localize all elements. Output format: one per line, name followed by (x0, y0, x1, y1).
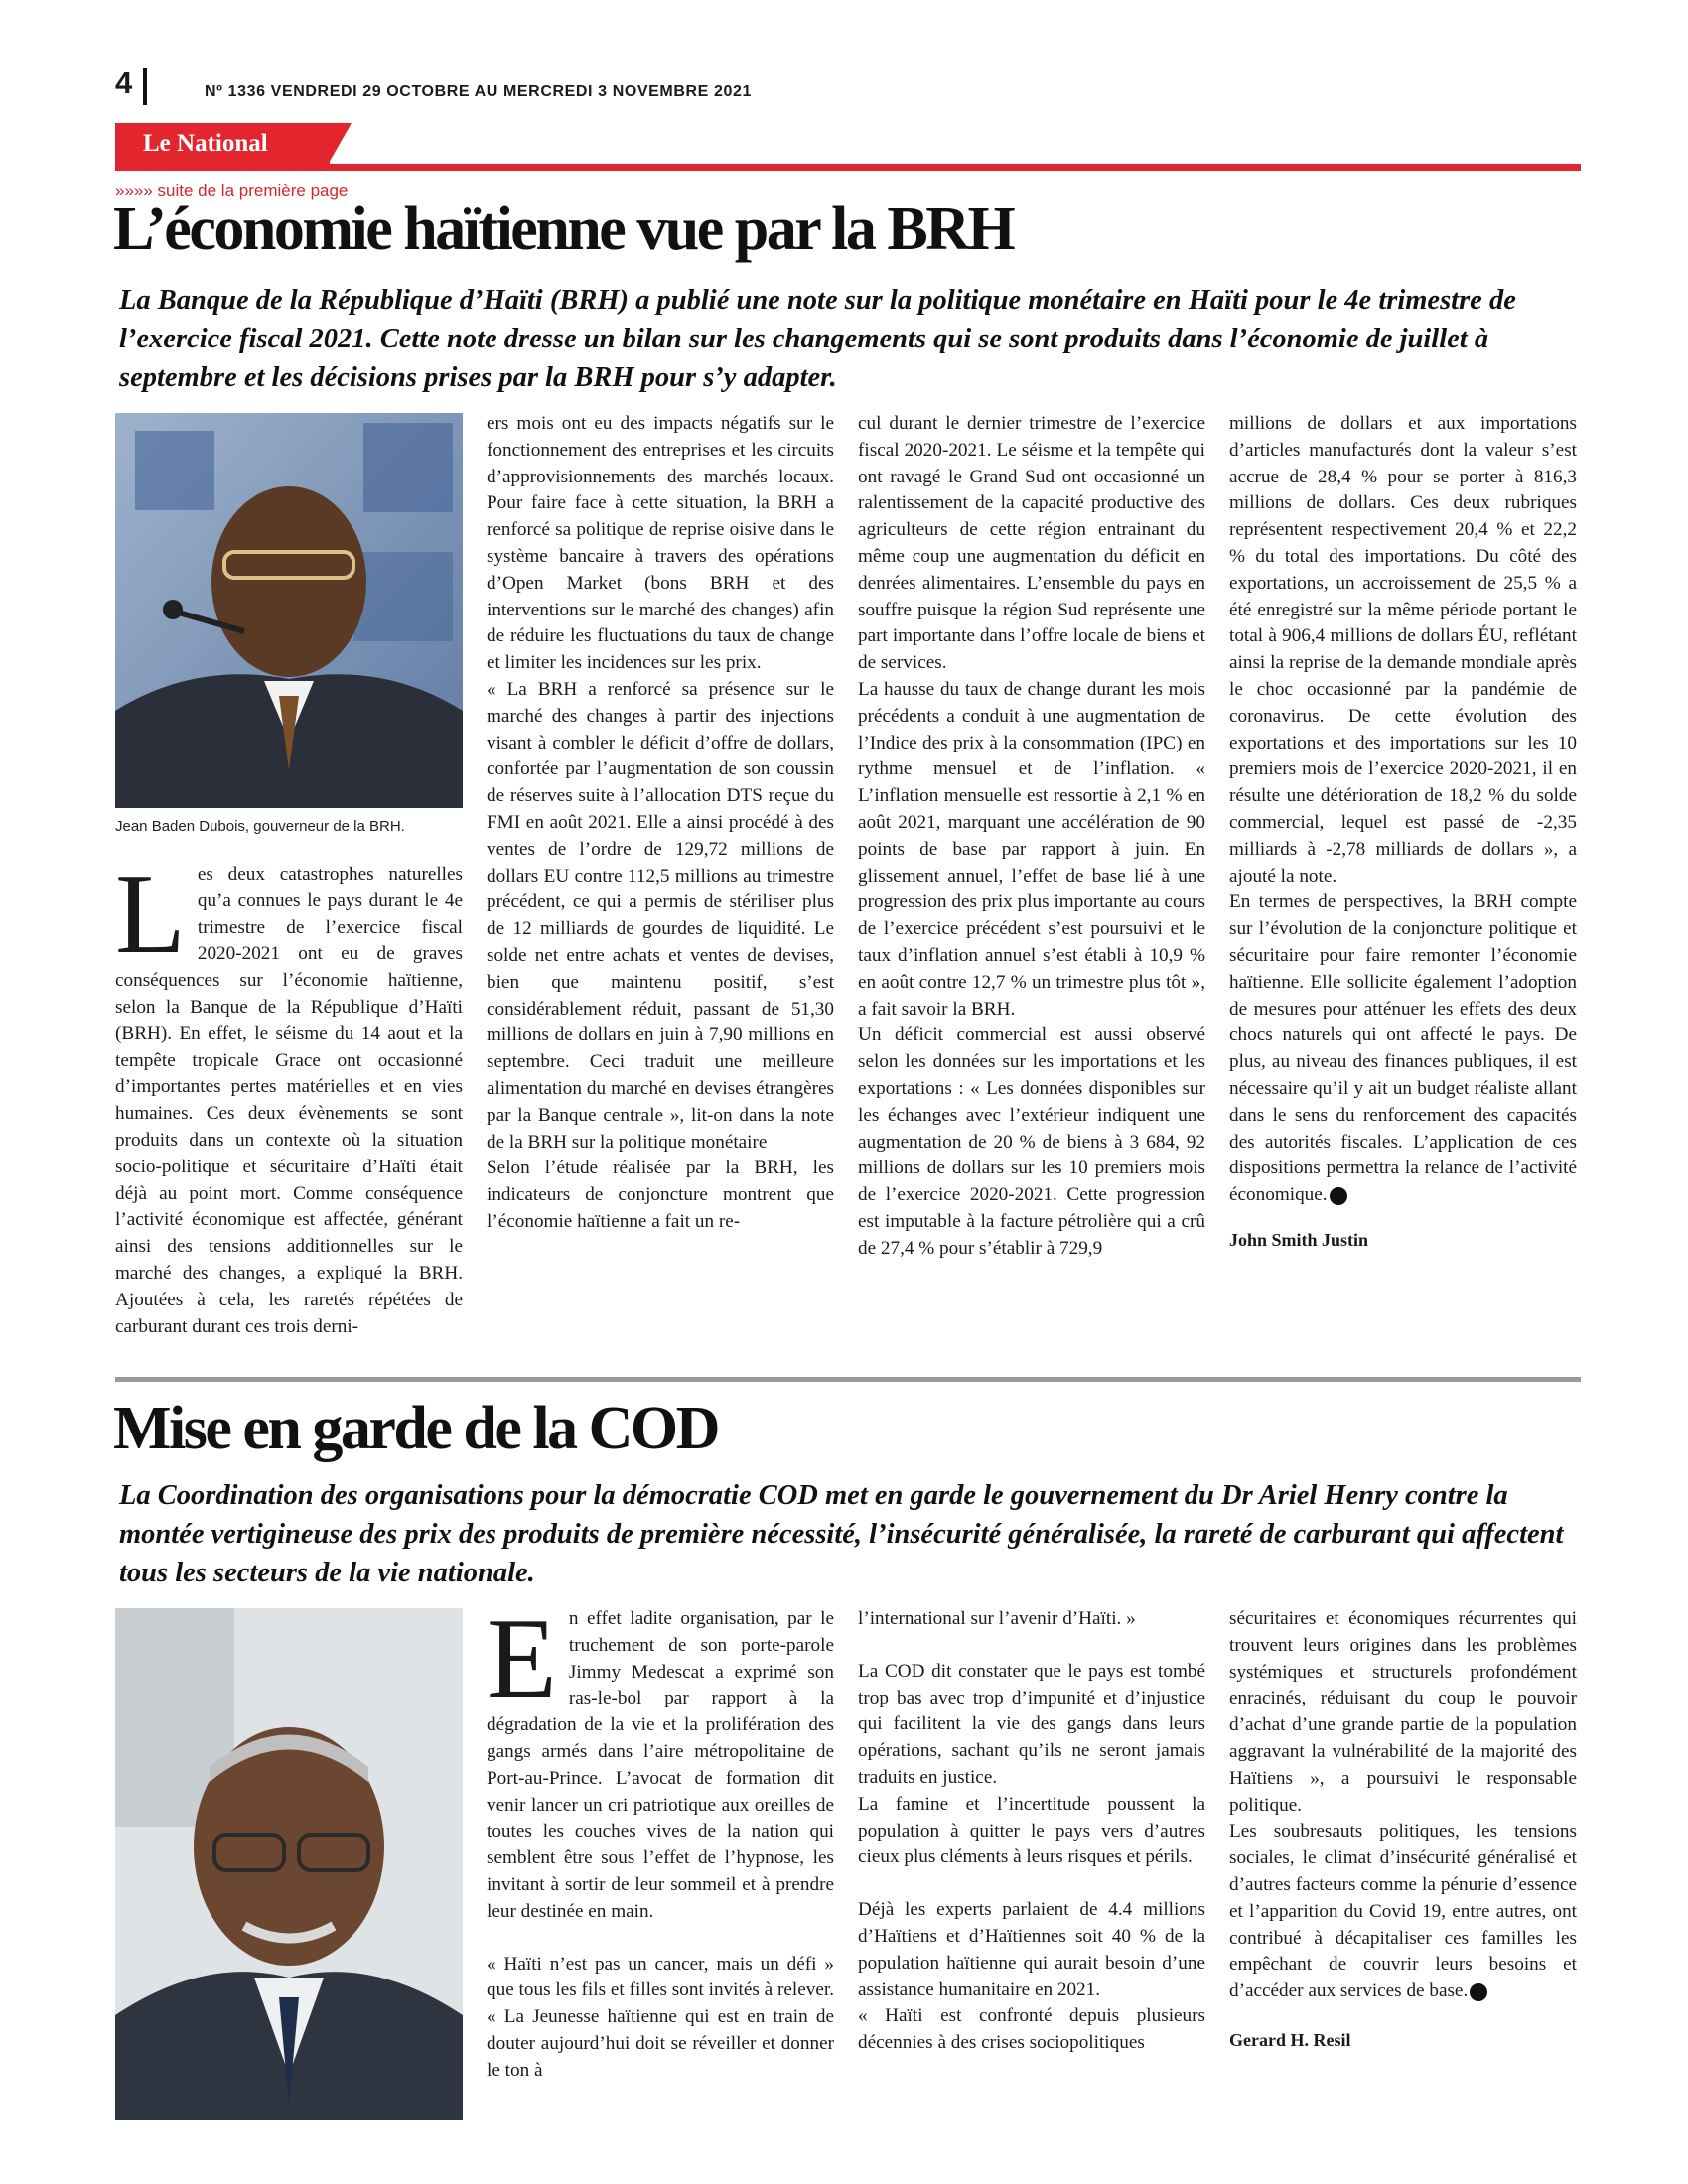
article1-paragraph: La hausse du taux de change durant les mois précédents a conduit à une augmentation de l’Indice des prix à la consommation (IPC) en rythme mensuel et de l’inflation. « L’inflation mensuelle est ressortie à 2,1 % en août 2021, marquant une accélération de 90 points de base par rapport à juin. En glissement annuel, l’effet de base lié à une progression des prix plus importante au cours de l’exercice précédent s’est poursuivi et le taux d’inflation annuel s’est établi à 10,9 % en août contre 12,7 % un trimestre plus tôt », a fait savoir la BRH. (858, 678, 1205, 1020)
article2-byline: Gerard H. Resil (1229, 2029, 1351, 2050)
article2-photo (115, 1608, 463, 2120)
portrait-governor-image (115, 413, 463, 808)
article2-paragraph: Les soubresauts politiques, les tensions sociales, le climat d’insécurité généralisé et d’autres facteurs comme la pénurie d’essence et l’apparition du Covid 19, entre autres, ont contribué à décapitaliser ces familles les empêchant de couvrir leurs besoins et d’accéder aux services de base. (1229, 1821, 1577, 2002)
portrait-ariel-henry-image (115, 1608, 463, 2120)
article2-deck: La Coordination des organisations pour la démocratie COD met en garde le gouvernement du Dr Ariel Henry contre la montée vertigineuse des prix des produits de première nécessité, l’insécurité généralisée, la rareté de carburant qui affectent tous les secteurs de la vie nationale. (119, 1480, 1564, 1588)
article1-paragraph: Un déficit commercial est aussi observé selon les données sur les importations et les exportations : « Les données disponibles sur les échanges avec l’extérieur indiquent une augmentation de 20 % de biens à 3 684, 92 millions de dollars sur les 10 premiers mois de l’exercice 2020-2021. Cette progression est imputable à la facture pétrolière qui a crû de 27,4 % pour s’établir à 729,9 (858, 1024, 1205, 1259)
drop-cap: L (115, 851, 186, 978)
section-tab-tail (328, 123, 352, 165)
article1-deck: La Banque de la République d’Haïti (BRH) a publié une note sur la politique monétaire en Haïti pour le 4e trimestre de l’exercice fiscal 2021. Cette note dresse un bilan sur les changements qui se sont produits dans l’économie de juillet à septembre et les décisions prises par la BRH pour s’y adapter. (119, 285, 1516, 393)
article2-column-3 (858, 1606, 1205, 2057)
article1-column-3 (858, 411, 1205, 1263)
article1-column-2 (487, 411, 834, 1236)
article1-paragraph: « La BRH a renforcé sa présence sur le marché des changes à partir des injections visant à combler le déficit d’offre de dollars, confortée par l’augmentation de son coussin de réserves suite à l’allocation DTS reçue du FMI en août 2021. Elle a ainsi procédé à des ventes de l’ordre de 129,72 millions de dollars EU contre 112,5 millions au trimestre précédent, ce qui a permis de stériliser plus de 12 milliards de gourdes de liquidité. Le solde net entre achats et ventes de devises, bien que maintenu positif, s’est considérablement réduit, passant de 51,30 millions de dollars en juin à 7,90 millions en septembre. Ceci traduit une meilleure alimentation du marché en devises étrangères par la Banque centrale », lit-on dans la note de la BRH sur la politique monétaire (487, 678, 834, 1153)
article2-paragraph: sécuritaires et économiques récurrentes qui trouvent leurs origines dans les problèmes systémiques et structurels profondément enracinés, réduisant du coup le pouvoir d’achat d’une grande partie de la population aggravant la vulnérabilité de la majorité des Haïtiens », a poursuivi le responsable politique. (1229, 1608, 1577, 1816)
article1-photo (115, 413, 463, 808)
section-rule (115, 164, 1581, 171)
article1-paragraph: millions de dollars et aux importations d’articles manufacturés dont la valeur s’est accrue de 28,4 % pour se porter à 816,3 millions de dollars. Ces deux rubriques représentent respectivement 20,4 % et 22,2 % du total des importations. Du côté des exportations, un accroissement de 25,5 % a été enregistré sur la même période portant le total à 906,4 millions de dollars ÉU, reflétant ainsi la reprise de la demande mondiale après le choc occasionné par la pandémie de coronavirus. De cette évolution des exportations et des importations sur les 10 premiers mois de l’exercice 2020-2021, il en résulte une détérioration de 18,2 % du solde commercial, lequel est passé de -2,35 milliards à -2,78 milliards de dollars », a ajouté la note. (1229, 413, 1577, 887)
page-number: 4 (115, 66, 134, 100)
article1-column-1 (115, 851, 463, 1340)
folio-divider (143, 68, 147, 105)
article2-paragraph: l’international sur l’avenir d’Haïti. » (858, 1608, 1136, 1629)
article2-headline: Mise en garde de la COD (113, 1395, 718, 1462)
article1-paragraph: En termes de perspectives, la BRH compte sur l’évolution de la conjoncture politique et sécuritaire pour faire remonter l’économie haïtienne. Elle sollicite également l’adoption de mesures pour atténuer les effets des deux chocs naturels qui ont affecté le pays. De plus, au niveau des finances publiques, il est nécessaire qu’il y ait un budget réaliste allant dans le sens du renforcement des capacités des autorités fiscales. L’application de ces dispositions permettra la relance de l’activité économique. (1229, 891, 1577, 1206)
article1-byline: John Smith Justin (1229, 1229, 1369, 1250)
article1-headline: L’économie haïtienne vue par la BRH (113, 196, 1014, 263)
article1-paragraph: es deux catastrophes naturelles qu’a connues le pays durant le 4e trimestre de l’exercice fiscal 2020-2021 ont eu de graves conséquences sur l’économie haïtienne, selon la Banque de la République d’Haïti (BRH). En effet, le séisme du 14 aout et la tempête tropicale Grace ont occasionné d’importantes pertes matérielles et en vies humaines. Ces deux évènements se sont produits dans un contexte où la situation socio-politique et sécuritaire d’Haïti était déjà au point mort. Comme conséquence l’activité économique est affectée, générant ainsi des tensions additionnelles sur le marché des changes, a expliqué la BRH. Ajoutées à cela, les raretés répétées de carburant durant ces trois derni- (115, 864, 463, 1337)
article1-column-4 (1229, 411, 1577, 1254)
article2-paragraph: La COD dit constater que le pays est tombé trop bas avec trop d’impunité et d’injustice qui facilitent la vie des gangs dans leurs opérations, sachant qu’ils ne seront jamais traduits en justice. (858, 1660, 1205, 1788)
end-mark-icon (1330, 1187, 1347, 1205)
article2-paragraph: La famine et l’incertitude poussent la population à quitter le pays vers d’autres cieux plus cléments à leurs risques et périls. (858, 1793, 1205, 1868)
article-divider (115, 1377, 1581, 1382)
article2-column-2 (487, 1595, 834, 2085)
article2-paragraph: n effet ladite organisation, par le truchement de son porte-parole Jimmy Medescat a exprimé son ras-le-bol par rapport à la dégradation de la vie et la prolifération des gangs armés dans l’aire métropolitaine de Port-au-Prince. L’avocat de formation dit venir lancer un cri patriotique aux oreilles de toutes les couches vives de la nation qui semblent être sous l’effet de l’hypnose, les invitant à sortir de leur sommeil et à prendre leur destinée en main. (487, 1608, 834, 1922)
article1-paragraph: cul durant le dernier trimestre de l’exercice fiscal 2020-2021. Le séisme et la tempête qui ont ravagé le Grand Sud ont occasionné un ralentissement de la capacité productive des agriculteurs de cette région entrainant du même coup une augmentation du déficit en denrées alimentaires. L’ensemble du pays en souffre puisque la région Sud représente une part importante dans l’offre locale de biens et de services. (858, 413, 1205, 674)
issue-line: Nº 1336 VENDREDI 29 OCTOBRE AU MERCREDI 3 NOVEMBRE 2021 (205, 83, 752, 100)
article1-photo-caption: Jean Baden Dubois, gouverneur de la BRH. (115, 818, 405, 835)
article2-paragraph: « Haïti n’est pas un cancer, mais un défi » que tous les fils et filles sont invités à relever. « La Jeunesse haïtienne qui est en train de douter aujourd’hui doit se réveiller et donner le ton à (487, 1953, 834, 2081)
section-tab: Le National (115, 123, 330, 165)
article2-paragraph: Déjà les experts parlaient de 4.4 millions d’Haïtiens et d’Haïtiennes soit 40 % de la population haïtienne qui aurait besoin d’une assistance humanitaire en 2021. (858, 1899, 1205, 2000)
article1-paragraph: Selon l’étude réalisée par la BRH, les indicateurs de conjoncture montrent que l’économie haïtienne a fait un re- (487, 1158, 834, 1232)
article1-paragraph: ers mois ont eu des impacts négatifs sur le fonctionnement des entreprises et les circuits d’approvisionnements des marchés locaux. Pour faire face à cette situation, la BRH a renforcé sa politique de reprise oisive dans le système bancaire à travers des opérations d’Open Market (bons BRH et des interventions sur le marché des changes) afin de réduire les fluctuations du taux de change et limiter les incidences sur les prix. (487, 413, 834, 674)
article2-paragraph: « Haïti est confronté depuis plusieurs décennies à des crises sociopolitiques (858, 2005, 1205, 2054)
end-mark-icon (1470, 1983, 1487, 2001)
article2-column-4 (1229, 1606, 1577, 2054)
drop-cap: E (487, 1595, 557, 1722)
continued-label: »»»» suite de la première page (115, 181, 349, 200)
